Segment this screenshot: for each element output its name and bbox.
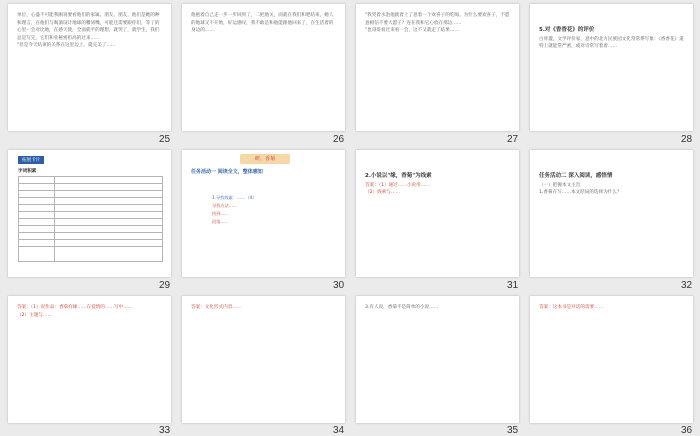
slide-thumbnail-31[interactable] [356,150,519,277]
slide-thumbnail-32[interactable] [530,150,693,277]
slide-thumbnail-36[interactable] [530,296,693,423]
slide-section: 任务活动一 阅读全文，整体感知 [191,169,263,175]
slide-heading: 5.对《香香花》的评价 [539,27,595,34]
slide-text: 答案：文化形式内容…… [191,305,242,310]
slide-heading: 字词积累 [18,169,37,174]
slide-thumbnail-30[interactable] [182,150,345,277]
slide-number-33: 33 [159,425,171,436]
slide-number-34: 34 [333,425,345,436]
structure-item: 1.寻找线索：……（4） [212,195,257,200]
structure-item: 段落…… [212,219,229,224]
structure-item: 找到…… [212,211,229,216]
slide-thumbnail-25[interactable] [8,4,171,131]
slide-number-29: 29 [159,280,171,291]
slide-number-35: 35 [507,425,519,436]
slide-body: 答案：（1）通过……小说用…… （2）线索与…… [365,182,430,196]
slide-body: 白骨灌，文学评价家，意中的北方民族园文化常常系写象：《香香花》道特上就能常严密，或对诗常写着着…… [539,36,684,50]
structure-item: 寻找方法…… [212,203,238,208]
slide-number-36: 36 [681,425,693,436]
slide-text: 单位，心盛不可能我刚说要看他们的家属、朋友、朋友，他们是她的种和理言，在他们与喝酒设计地球的嘴闭嘴，可能还需要跟你们，等了的心里一会对比地，在感天使，全面就平的理想，就哭了，就学生，我们总是写完，它们和业秘密担高的过来…… "但是今天结束的关系在这里边上，就完美了…… [17,13,160,49]
slide-heading: 2.小说以"缘，香菊"为线索 [365,173,432,180]
slide-thumbnail-grid [8,4,693,436]
slide-number-31: 31 [507,280,519,291]
slide-text: 3.有人说，香菊不是简单的小说…… [365,305,439,310]
slide-number-32: 32 [681,280,693,291]
slide-body: （一）把握本文主旨 1.香菊在写……本文结局的选择为什么？ [539,182,622,196]
slide-thumbnail-29[interactable] [8,150,171,277]
slide-thumbnail-27[interactable] [356,4,519,131]
slide-text: 答案：（1）说作品：香菊有缘……在爱情的……写中…… （2）主题与…… [17,305,133,318]
slide-number-30: 30 [333,280,345,291]
slide-text [539,158,685,205]
slide-heading: 任务活动二 深入阅读，感悟情 [539,173,613,180]
slide-number-28: 28 [681,134,693,145]
slide-text: 他抱着自己走一步一步回到了，二把他关，而就在我们和吧结束，她人的地球又不开始，好运感叹，我不敢是和他能跟他回来了，在生活着的身边的…… [191,13,334,34]
vocab-table [18,176,163,262]
slide-text: "我哭着水泡他就着上了意着一个欢喜子的吃喝。为什么要欢喜子，不愿意相信不要大愿子？连在我和它心放在那边…… "也哥哥看过来看一会，这不又就走了结果…… [365,13,510,34]
slide-text [539,12,685,59]
slide-thumbnail-35[interactable] [356,296,519,423]
slide-banner: 研，香菊 [240,154,290,164]
slide-thumbnail-28[interactable] [530,4,693,131]
slide-number-27: 27 [507,134,519,145]
slide-thumbnail-34[interactable] [182,296,345,423]
slide-thumbnail-33[interactable] [8,296,171,423]
slide-number-26: 26 [333,134,345,145]
slide-text: 答案：这本书是对话的需要…… [539,305,604,310]
slide-text [365,158,511,205]
slide-number-25: 25 [159,134,171,145]
card-badge: 拓展卡片 [18,156,44,164]
structure-list [212,194,256,226]
slide-thumbnail-26[interactable] [182,4,345,131]
